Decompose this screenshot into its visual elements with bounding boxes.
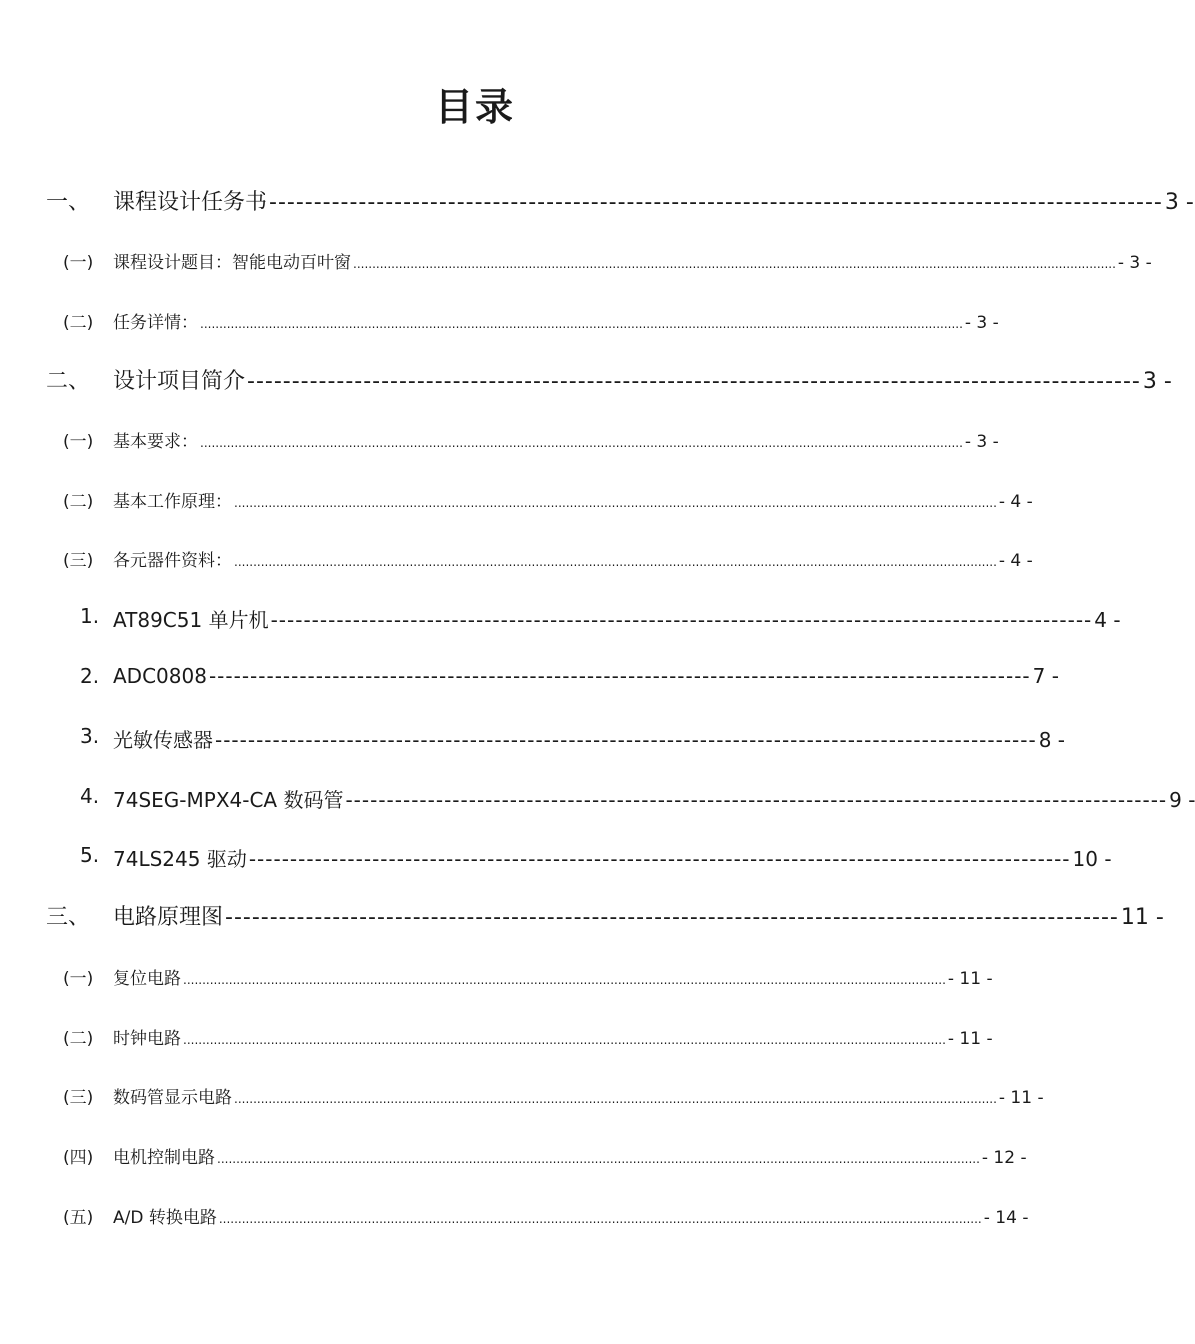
toc-label: 74SEG-MPX4-CA 数码管	[113, 788, 344, 812]
toc-label: 电路原理图	[113, 905, 224, 930]
toc-page: 3 -	[1142, 369, 1172, 394]
toc-leader: ----------------------------------------------------------------------------------------------------	[215, 728, 1037, 752]
toc-label: 基本要求：	[113, 432, 198, 452]
toc-page: 8 -	[1038, 728, 1065, 752]
toc-leader: ----------------------------------------------------------------------------------------------------	[208, 664, 1031, 688]
toc-number: (二)	[63, 313, 94, 333]
toc-leader: ........................................................................................................................................................................................................	[353, 257, 1116, 271]
toc-leader: ----------------------------------------------------------------------------------------------------	[269, 190, 1163, 215]
toc-page: - 3 -	[964, 313, 999, 333]
toc-leader: ----------------------------------------------------------------------------------------------------	[247, 369, 1141, 394]
toc-page: - 11 -	[998, 1088, 1044, 1108]
toc-label: AT89C51 单片机	[113, 608, 269, 632]
toc-page: - 12 -	[981, 1148, 1027, 1168]
toc-page: - 11 -	[947, 1029, 993, 1049]
toc-number: (一)	[63, 253, 94, 273]
toc-label: 电机控制电路	[113, 1148, 215, 1168]
toc-label: 时钟电路	[113, 1029, 181, 1049]
toc-leader: ----------------------------------------------------------------------------------------------------	[345, 788, 1168, 812]
toc-label: 设计项目简介	[113, 369, 246, 394]
page-title: 目录	[434, 85, 515, 129]
toc-number: 2.	[80, 664, 100, 688]
toc-page: 3 -	[1164, 190, 1194, 215]
toc-leader: ----------------------------------------------------------------------------------------------------	[225, 905, 1119, 930]
toc-label: ADC0808	[113, 664, 207, 688]
toc-leader: ........................................................................................................................................................................................................	[217, 1152, 980, 1166]
toc-page: 9 -	[1169, 788, 1195, 812]
toc-leader: ........................................................................................................................................................................................................	[200, 436, 963, 450]
toc-page: 11 -	[1120, 905, 1164, 930]
toc-leader: ........................................................................................................................................................................................................	[218, 1212, 982, 1226]
toc-label: 基本工作原理：	[113, 492, 232, 512]
toc-label: 各元器件资料：	[113, 551, 232, 571]
toc-leader: ----------------------------------------------------------------------------------------------------	[248, 847, 1071, 871]
toc-number: (一)	[63, 432, 94, 452]
toc-page: 4 -	[1094, 608, 1121, 632]
toc-number: 二、	[46, 369, 91, 394]
toc-number: 3.	[80, 724, 100, 748]
toc-number: (二)	[63, 492, 94, 512]
toc-label: 课程设计任务书	[113, 190, 268, 215]
toc-label: 数码管显示电路	[113, 1088, 232, 1108]
toc-leader: ........................................................................................................................................................................................................	[234, 1092, 997, 1106]
toc-leader: ........................................................................................................................................................................................................	[183, 973, 946, 987]
toc-label: 任务详情：	[113, 313, 198, 333]
toc-leader: ........................................................................................................................................................................................................	[234, 555, 997, 569]
toc-number: (一)	[63, 969, 94, 989]
toc-number: (三)	[63, 1088, 94, 1108]
toc-label: 光敏传感器	[113, 728, 213, 752]
toc-page: - 4 -	[998, 492, 1033, 512]
toc-leader: ........................................................................................................................................................................................................	[200, 317, 963, 331]
toc-number: 4.	[80, 784, 100, 808]
toc-page: - 4 -	[998, 551, 1033, 571]
toc-number: 1.	[80, 604, 100, 628]
toc-number: (二)	[63, 1029, 94, 1049]
toc-number: 5.	[80, 843, 100, 867]
toc-page: 7 -	[1032, 664, 1059, 688]
toc-number: (三)	[63, 551, 94, 571]
toc-label: 复位电路	[113, 969, 181, 989]
toc-page: 10 -	[1072, 847, 1112, 871]
toc-page: - 14 -	[983, 1208, 1029, 1228]
toc-page: - 3 -	[1117, 253, 1152, 273]
toc-number: 一、	[46, 190, 91, 215]
toc-label: A/D 转换电路	[113, 1208, 217, 1228]
toc-leader: ----------------------------------------------------------------------------------------------------	[270, 608, 1093, 632]
toc-page: - 11 -	[947, 969, 993, 989]
toc-label: 课程设计题目：智能电动百叶窗	[113, 253, 351, 273]
toc-leader: ........................................................................................................................................................................................................	[234, 496, 997, 510]
toc-number: (五)	[63, 1208, 94, 1228]
toc-number: 三、	[46, 905, 91, 930]
toc-leader: ........................................................................................................................................................................................................	[183, 1033, 946, 1047]
toc-label: 74LS245 驱动	[113, 847, 247, 871]
toc-number: (四)	[63, 1148, 94, 1168]
toc-page: - 3 -	[964, 432, 999, 452]
